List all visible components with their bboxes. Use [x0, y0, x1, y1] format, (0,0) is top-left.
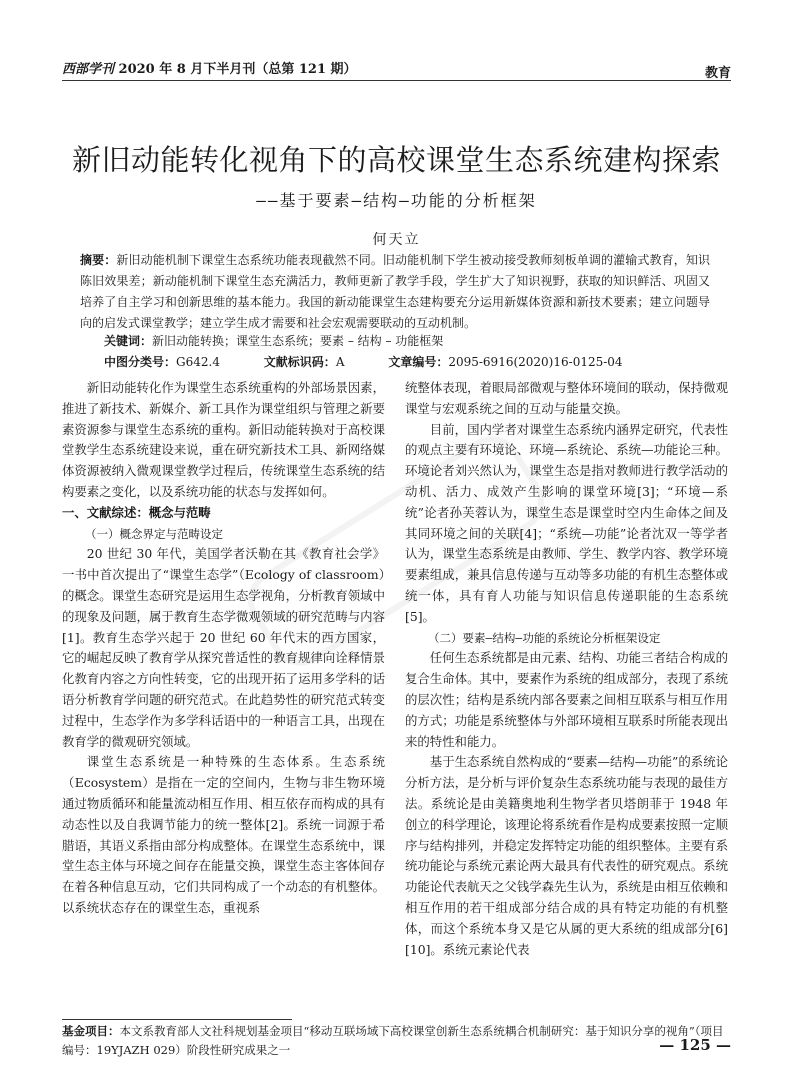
fund-text: 本文系教育部人文社科规划基金项目“移动互联场域下高校课堂创新生态系统耦合机制研究：基于知识分享的视角”（项目编号：19YJAZH 029）阶段性研究成果之一	[62, 1024, 724, 1057]
article-no-label: 文章编号：	[388, 355, 449, 369]
article-no-value: 2095-6916(2020)16-0125-04	[448, 355, 623, 369]
fund-label: 基金项目：	[62, 1024, 120, 1038]
keywords	[104, 332, 710, 349]
subsection-heading: （一）概念界定与范畴设定	[85, 526, 223, 541]
paragraph: 目前，国内学者对课堂生态系统内涵界定研究，代表性的观点主要有环境论、环境—系统论、系统—功能论三种。环境论者刘兴然认为，课堂生态是指对教师进行教学活动的动机、活力、成效产生影响的课堂环境[3]；“环境—系统”论者孙芙蓉认为，课堂生态是课堂时空内生命体之间及其同环境之间的关联[4]；“系统—功能”论者沈双一等学者认为，课堂生态系统是由教师、学生、教学内容、教学环境要素组成，兼具信息传递与互动等多功能的有机生态整体或统一体，具有育人功能与知识信息传递职能的生态系统[5]。	[405, 421, 728, 624]
header-rule	[62, 80, 731, 81]
footnote-rule	[62, 1019, 292, 1020]
abstract-text: 新旧动能机制下课堂生态系统功能表现截然不同。旧动能机制下学生被动接受教师刻板单调的灌输式教育，知识陈旧效果差；新动能机制下课堂生态充满活力，教师更新了教学手段，学生扩大了知识视野，获取的知识鲜活、巩固又培养了自主学习和创新思维的基本能力。我国的新动能课堂生态建构要充分运用新媒体资源和新技术要素；建立问题导向的启发式课堂教学；建立学生成才需要和社会宏观需要联动的互动机制。	[80, 253, 710, 330]
paragraph: 课堂生态系统是一种特殊的生态体系。生态系统（Ecosystem）是指在一定的空间内，生物与非生物环境通过物质循环和能量流动相互作用、相互依存而构成的具有动态性以及自我调节能力的统一整体[2]。系统一词源于希腊语，其语义系指由部分构成整体。在课堂生态系统中，课堂生态主体与环境之间存在能量交换，课堂生态主客体间存在着各种信息互动，它们共同构成了一个动态的有机整体。以系统状态存在的课堂生态，重视系	[62, 754, 385, 915]
doc-code-label: 文献标识码：	[263, 355, 336, 369]
abstract	[80, 250, 710, 334]
right-column	[405, 378, 728, 960]
keywords-label: 关键词：	[104, 334, 153, 348]
classification-line	[104, 353, 710, 370]
page-number: — 125 —	[659, 1036, 731, 1054]
doc-code-value: A	[335, 355, 345, 369]
journal-logo: 西部学刊	[62, 62, 115, 77]
issue-info: 2020 年 8 月下半月刊（总第 121 期）	[118, 62, 357, 77]
article-title: 新旧动能转化视角下的高校课堂生态系统建构探索	[71, 143, 721, 177]
clc-label: 中图分类号：	[104, 355, 177, 369]
fund-note	[62, 1022, 731, 1060]
clc-value: G642.4	[176, 355, 220, 369]
abstract-label: 摘要：	[80, 253, 117, 267]
paragraph: 任何生态系统都是由元素、结构、功能三者结合构成的复合生命体。其中，要素作为系统的组成部分，表现了系统的层次性；结构是系统内部各要素之间相互联系与相互作用的方式；功能是系统整体与外部环境相互联系时所能表现出来的特性和能力。	[405, 650, 728, 749]
running-header	[62, 56, 731, 80]
section-label: 教育	[704, 66, 731, 81]
left-column	[62, 378, 385, 919]
paragraph: 基于生态系统自然构成的“要素—结构—功能”的系统论分析方法，是分析与评价复杂生态系统功能与表现的最佳方法。系统论是由美籍奥地利生物学者贝塔朗菲于 1948 年创立的科学理论，该理论将系统看作是构成要素按照一定顺序与结构排列，并稳定发挥特定功能的组织整体。主要有系统功能论与系统元素论两大最具有代表性的研究观点。系统功能论代表航天之父钱学森先生认为，系统是由相互依赖和相互作用的若干组成部分结合成的具有特定功能的有机整体，而这个系统本身又是它从属的更大系统的组成部分[6][10]。系统元素论代表	[405, 754, 728, 957]
section-heading: 一、文献综述：概念与范畴	[62, 504, 211, 520]
paragraph: 统整体表现，着眼局部微观与整体环境间的联动，保持微观课堂与宏观系统之间的互动与能量交换。	[405, 380, 728, 416]
article-subtitle: ——基于要素—结构—功能的分析框架	[256, 191, 537, 210]
author-name: 何天立	[372, 232, 421, 248]
subsection-heading: （二）要素—结构—功能的系统论分析框架设定	[428, 630, 661, 645]
paragraph: 20 世纪 30 年代，美国学者沃勒在其《教育社会学》一书中首次提出了“课堂生态学”（Ecology of classroom）的概念。课堂生态研究是运用生态学视角，分析教育领域中的现象及问题，属于教育生态学微观领域的研究范畴与内容[1]。教育生态学兴起于 20 世纪 60 年代末的西方国家，它的崛起反映了教育学从探究普适性的教育规律向诠释情景化教育内容之方向性转变，它的出现开拓了运用多学科的话语分析教育学问题的研究范式。在此趋势性的研究范式转变过程中，生态学作为多学科话语中的一种语言工具，出现在教育学的微观研究领域。	[62, 546, 385, 749]
keywords-text: 新旧动能转换；课堂生态系统；要素 – 结构 – 功能框架	[152, 334, 444, 348]
paragraph: 新旧动能转化作为课堂生态系统重构的外部场景因素，推进了新技术、新媒介、新工具作为课堂组织与管理之新要素资源参与课堂生态系统的重构。新旧动能转换对于高校课堂教学生态系统建设来说，重在研究新技术工具、新网络媒体资源被纳入微观课堂教学过程后，传统课堂生态系统的结构要素之变化，以及系统功能的状态与发挥如何。	[62, 380, 385, 499]
